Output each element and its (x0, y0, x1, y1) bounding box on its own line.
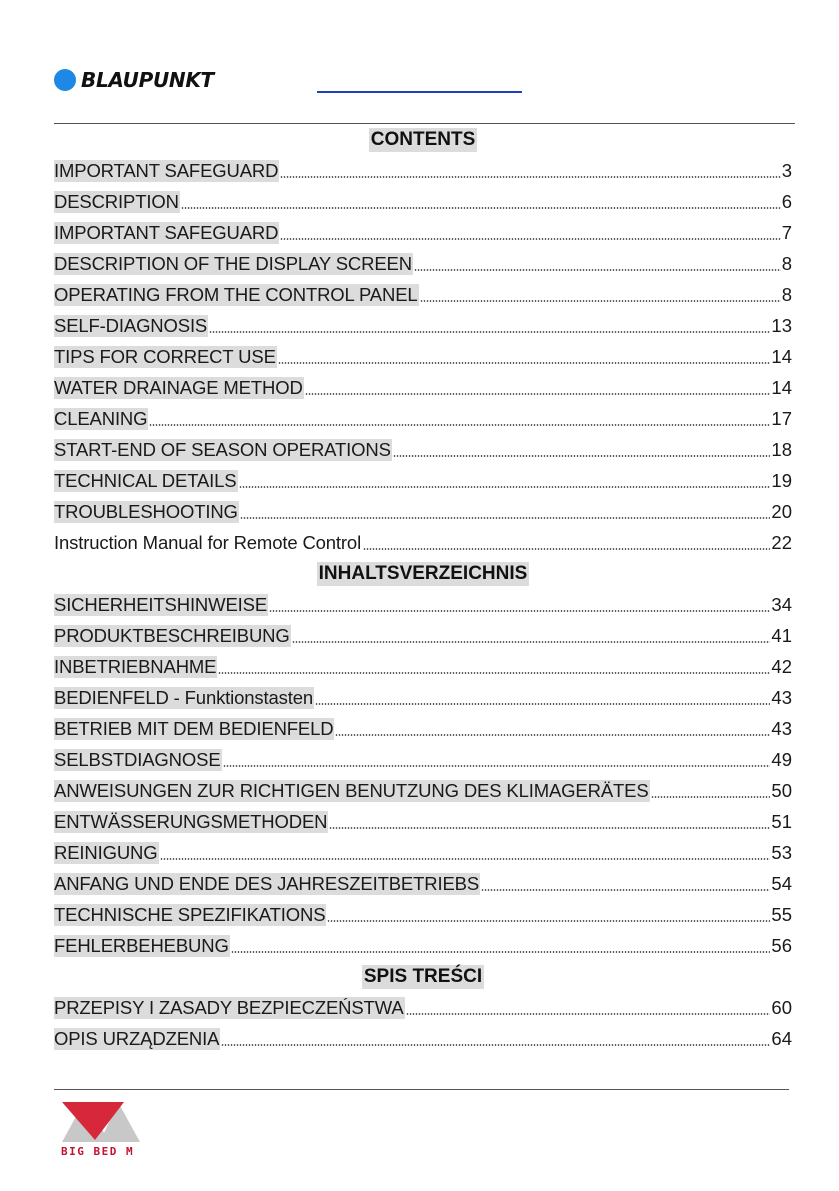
toc-entry-page: 51 (771, 810, 792, 832)
toc-entry-title: START-END OF SEASON OPERATIONS (54, 438, 391, 460)
toc-dot-leader (414, 269, 781, 271)
toc-entry[interactable] (54, 279, 792, 310)
brand-dot-icon (54, 69, 76, 91)
section-heading (54, 961, 792, 992)
toc-dot-leader (240, 517, 771, 519)
toc-entry-title: INBETRIEBNAHME (54, 655, 217, 677)
footer-logo-text: BIG BED M (61, 1145, 135, 1158)
toc-entry[interactable] (54, 496, 792, 527)
brand-logo (54, 68, 214, 92)
toc-entry[interactable] (54, 403, 792, 434)
section-heading-text: INHALTSVERZEICHNIS (318, 562, 528, 584)
toc-entry-title: DESCRIPTION (54, 190, 179, 212)
toc-entry[interactable] (54, 527, 792, 558)
toc-dot-leader (305, 393, 771, 395)
toc-entry-page: 34 (771, 593, 792, 615)
toc-dot-leader (149, 424, 770, 426)
toc-dot-leader (329, 827, 770, 829)
toc-entry-title: BEDIENFELD - Funktionstasten (54, 686, 314, 708)
toc-entry-title: TROUBLESHOOTING (54, 500, 238, 522)
toc-entry-page: 6 (781, 190, 792, 212)
toc-entry-title: PRODUKTBESCHREIBUNG (54, 624, 290, 646)
toc-entry-title: PRZEPISY I ZASADY BEZPIECZEŃSTWA (54, 996, 404, 1018)
toc-entry-title: Instruction Manual for Remote Control (54, 531, 362, 553)
toc-dot-leader (209, 331, 770, 333)
toc-dot-leader (280, 176, 780, 178)
toc-entry-page: 56 (771, 934, 792, 956)
toc-entry-title: OPERATING FROM THE CONTROL PANEL (54, 283, 418, 305)
toc-dot-leader (292, 641, 771, 643)
toc-entry-title: ENTWÄSSERUNGSMETHODEN (54, 810, 328, 832)
toc-entry[interactable] (54, 651, 792, 682)
section-heading-text: SPIS TREŚCI (363, 965, 483, 987)
toc-entry-title: TECHNISCHE SPEZIFIKATIONS (54, 903, 326, 925)
toc-entry-page: 41 (771, 624, 792, 646)
toc-entry[interactable] (54, 899, 792, 930)
toc-entry-page: 18 (771, 438, 792, 460)
toc-entry[interactable] (54, 248, 792, 279)
toc-entry-title: IMPORTANT SAFEGUARD (54, 221, 279, 243)
toc-entry-page: 14 (771, 376, 792, 398)
toc-dot-leader (651, 796, 771, 798)
toc-entry-page: 55 (771, 903, 792, 925)
toc-dot-leader (327, 920, 770, 922)
toc-dot-leader (278, 362, 771, 364)
toc-entry-page: 22 (771, 531, 792, 553)
toc-entry[interactable] (54, 341, 792, 372)
toc-entry-page: 53 (771, 841, 792, 863)
toc-dot-leader (481, 889, 770, 891)
toc-entry[interactable] (54, 713, 792, 744)
bottom-divider (54, 1089, 789, 1090)
toc-entry-page: 17 (771, 407, 792, 429)
toc-entry-title: DESCRIPTION OF THE DISPLAY SCREEN (54, 252, 412, 274)
toc-entry-title: TECHNICAL DETAILS (54, 469, 237, 491)
brand-name: BLAUPUNKT (81, 68, 214, 92)
toc-entry-title: IMPORTANT SAFEGUARD (54, 159, 279, 181)
toc-entry-title: BETRIEB MIT DEM BEDIENFELD (54, 717, 334, 739)
page-header (0, 0, 839, 124)
toc-entry-title: REINIGUNG (54, 841, 158, 863)
toc-entry[interactable] (54, 217, 792, 248)
toc-entry-title: SELBSTDIAGNOSE (54, 748, 221, 770)
toc-dot-leader (223, 765, 771, 767)
toc-entry-page: 43 (771, 686, 792, 708)
toc-dot-leader (160, 858, 771, 860)
toc-entry[interactable] (54, 372, 792, 403)
toc-entry-page: 50 (771, 779, 792, 801)
toc-entry[interactable] (54, 744, 792, 775)
toc-entry-page: 13 (771, 314, 792, 336)
toc-dot-leader (280, 238, 780, 240)
toc-entry[interactable] (54, 620, 792, 651)
toc-dot-leader (420, 300, 781, 302)
toc-dot-leader (315, 703, 770, 705)
header-link-underline[interactable] (317, 91, 522, 93)
toc-entry[interactable] (54, 434, 792, 465)
toc-dot-leader (218, 672, 770, 674)
section-heading (54, 124, 792, 155)
toc-entry[interactable] (54, 682, 792, 713)
toc-dot-leader (181, 207, 781, 209)
section-heading-text: CONTENTS (370, 128, 476, 150)
toc-entry-page: 54 (771, 872, 792, 894)
toc-entry-page: 8 (781, 283, 792, 305)
toc-entry-page: 43 (771, 717, 792, 739)
toc-entry-title: WATER DRAINAGE METHOD (54, 376, 303, 398)
toc-dot-leader (335, 734, 770, 736)
toc-entry[interactable] (54, 1023, 792, 1054)
toc-entry-page: 64 (771, 1027, 792, 1049)
toc-entry[interactable] (54, 837, 792, 868)
toc-entry-page: 20 (771, 500, 792, 522)
toc-entry[interactable] (54, 868, 792, 899)
toc-entry-page: 3 (781, 159, 792, 181)
toc-entry-title: CLEANING (54, 407, 148, 429)
toc-entry-title: ANWEISUNGEN ZUR RICHTIGEN BENUTZUNG DES KLIMAGERÄTES (54, 779, 649, 801)
toc-entry[interactable] (54, 310, 792, 341)
toc-dot-leader (221, 1044, 770, 1046)
toc-dot-leader (363, 548, 770, 550)
table-of-contents (54, 124, 792, 1054)
toc-entry-page: 49 (771, 748, 792, 770)
toc-entry-title: OPIS URZĄDZENIA (54, 1027, 220, 1049)
toc-entry[interactable] (54, 155, 792, 186)
toc-entry-page: 8 (781, 252, 792, 274)
toc-dot-leader (406, 1013, 771, 1015)
toc-dot-leader (393, 455, 771, 457)
toc-entry[interactable] (54, 465, 792, 496)
toc-entry-title: TIPS FOR CORRECT USE (54, 345, 276, 367)
toc-entry-title: FEHLERBEHEBUNG (54, 934, 229, 956)
toc-entry-page: 19 (771, 469, 792, 491)
toc-entry[interactable] (54, 930, 792, 961)
toc-entry-title: SELF-DIAGNOSIS (54, 314, 208, 336)
toc-entry-page: 14 (771, 345, 792, 367)
toc-entry[interactable] (54, 806, 792, 837)
toc-dot-leader (269, 610, 770, 612)
toc-entry[interactable] (54, 589, 792, 620)
toc-entry-title: SICHERHEITSHINWEISE (54, 593, 268, 615)
section-heading (54, 558, 792, 589)
toc-dot-leader (231, 951, 771, 953)
toc-entry[interactable] (54, 186, 792, 217)
toc-entry[interactable] (54, 775, 792, 806)
toc-entry-page: 42 (771, 655, 792, 677)
toc-dot-leader (239, 486, 771, 488)
toc-entry-page: 7 (781, 221, 792, 243)
toc-entry-title: ANFANG UND ENDE DES JAHRESZEITBETRIEBS (54, 872, 480, 894)
toc-entry[interactable] (54, 992, 792, 1023)
toc-entry-page: 60 (771, 996, 792, 1018)
